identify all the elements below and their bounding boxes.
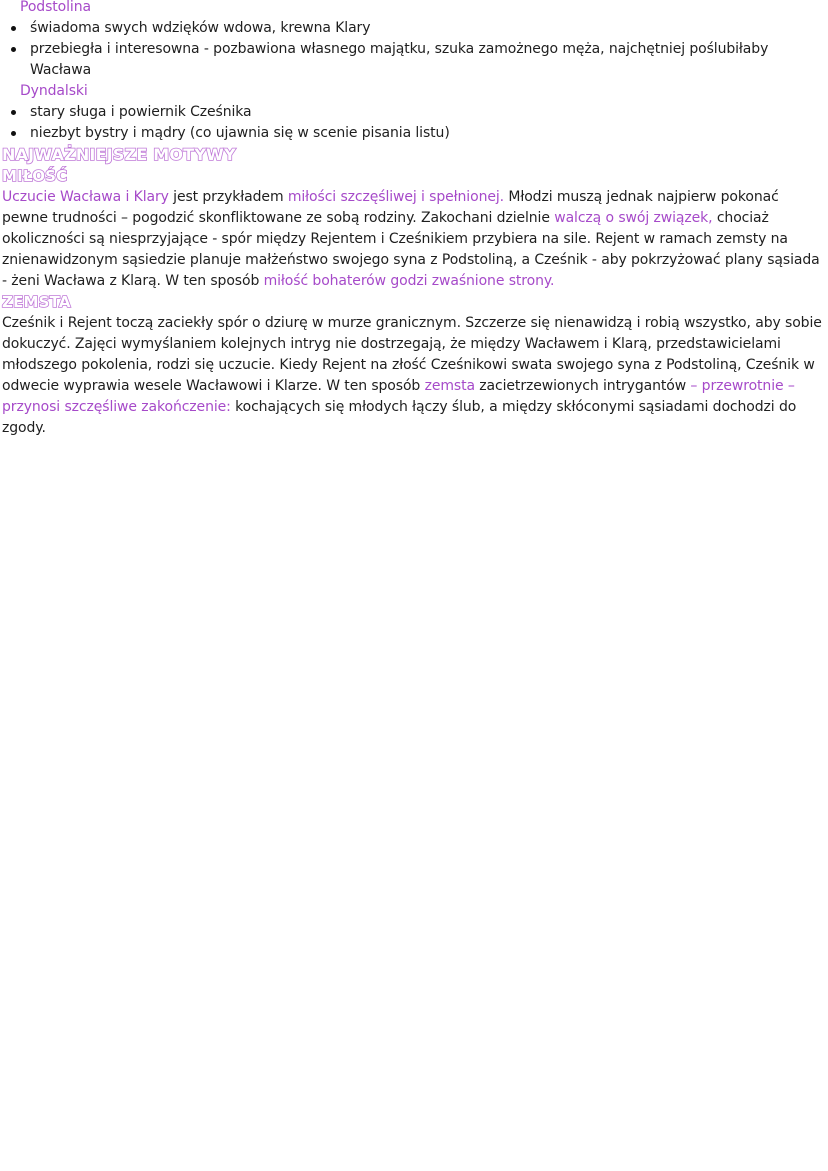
character-name-dyndalski: Dyndalski [20,83,88,99]
highlighted-phrase: miłość bohaterów godzi zwaśnione strony. [263,273,555,289]
bullet-icon [11,47,16,52]
trait-text: niezbyt bystry i mądry (co ujawnia się w scenie pisania listu) [30,125,450,141]
character-name-podstolina: Podstolina [20,0,91,15]
paragraph-text: kochających się młodych łączy ślub, a między skłóconymi sąsiadami dochodzi do zgody. [2,399,797,436]
paragraph-text: Młodzi muszą jednak najpierw pokonać pewne trudności – pogodzić skonfliktowane ze sobą rodziny. Zakochani dzielnie [2,189,779,226]
motif-heading-row [2,292,824,313]
section-title: NAJWAŻNIEJSZE MOTYWY [2,145,236,164]
paragraph-text: chociaż okoliczności są niesprzyjające - spór między Rejentem i Cześnikiem przybiera na sile. Rejent w ramach zemsty na znienawidzonym sąsiedzie planuje małżeństwo swojego syna z Podstoliną, a Cześnik - aby pokrzyżować plany sąsiada - żeni Wacława z Klarą. W ten sposób [2,210,820,289]
paragraph-text: Cześnik i Rejent toczą zaciekły spór o dziurę w murze granicznym. Szczerze się nienawidzą i robią wszystko, aby sobie dokuczyć. Zajęci wymyślaniem kolejnych intryg nie dostrzegają, że między Wacławem i Klarą, przedstawicielami młodszego pokolenia, rodzi się uczucie. Kiedy Rejent na złość Cześnikowi swata swojego syna z Podstoliną, Cześnik w odwecie wyprawia wesele Wacławowi i Klarze. W ten sposób [2,315,822,394]
motif-paragraph-love [2,187,824,292]
motif-paragraph-revenge [2,313,824,439]
highlighted-phrase: miłości szczęśliwej i spełnionej. [287,189,504,205]
bullet-icon [11,26,16,31]
list-item [2,39,824,81]
list-item [2,102,824,123]
motif-heading-revenge: ZEMSTA [2,293,71,311]
trait-text: świadoma swych wdzięków wdowa, krewna Klary [30,20,371,36]
motif-heading-row [2,166,824,187]
highlighted-phrase: – przewrotnie – przynosi szczęśliwe zakończenie: [2,378,795,415]
bullet-icon [11,131,16,136]
character-traits-list [2,18,824,81]
character-traits-list [2,102,824,144]
highlighted-phrase: zemsta [424,378,475,394]
paragraph-text: zacietrzewionych intrygantów [474,378,691,394]
section-title-row [2,144,824,165]
highlighted-phrase: walczą o swój związek, [554,210,713,226]
trait-text: stary sługa i powiernik Cześnika [30,104,252,120]
bullet-icon [11,110,16,115]
motif-heading-love: MIŁOŚĆ [2,167,68,185]
highlighted-phrase: Uczucie Wacława i Klary [2,189,169,205]
trait-text: przebiegła i interesowna - pozbawiona własnego majątku, szuka zamożnego męża, najchętniej poślubiłaby Wacława [30,41,769,78]
paragraph-text: jest przykładem [168,189,288,205]
list-item [2,18,824,39]
list-item [2,123,824,144]
